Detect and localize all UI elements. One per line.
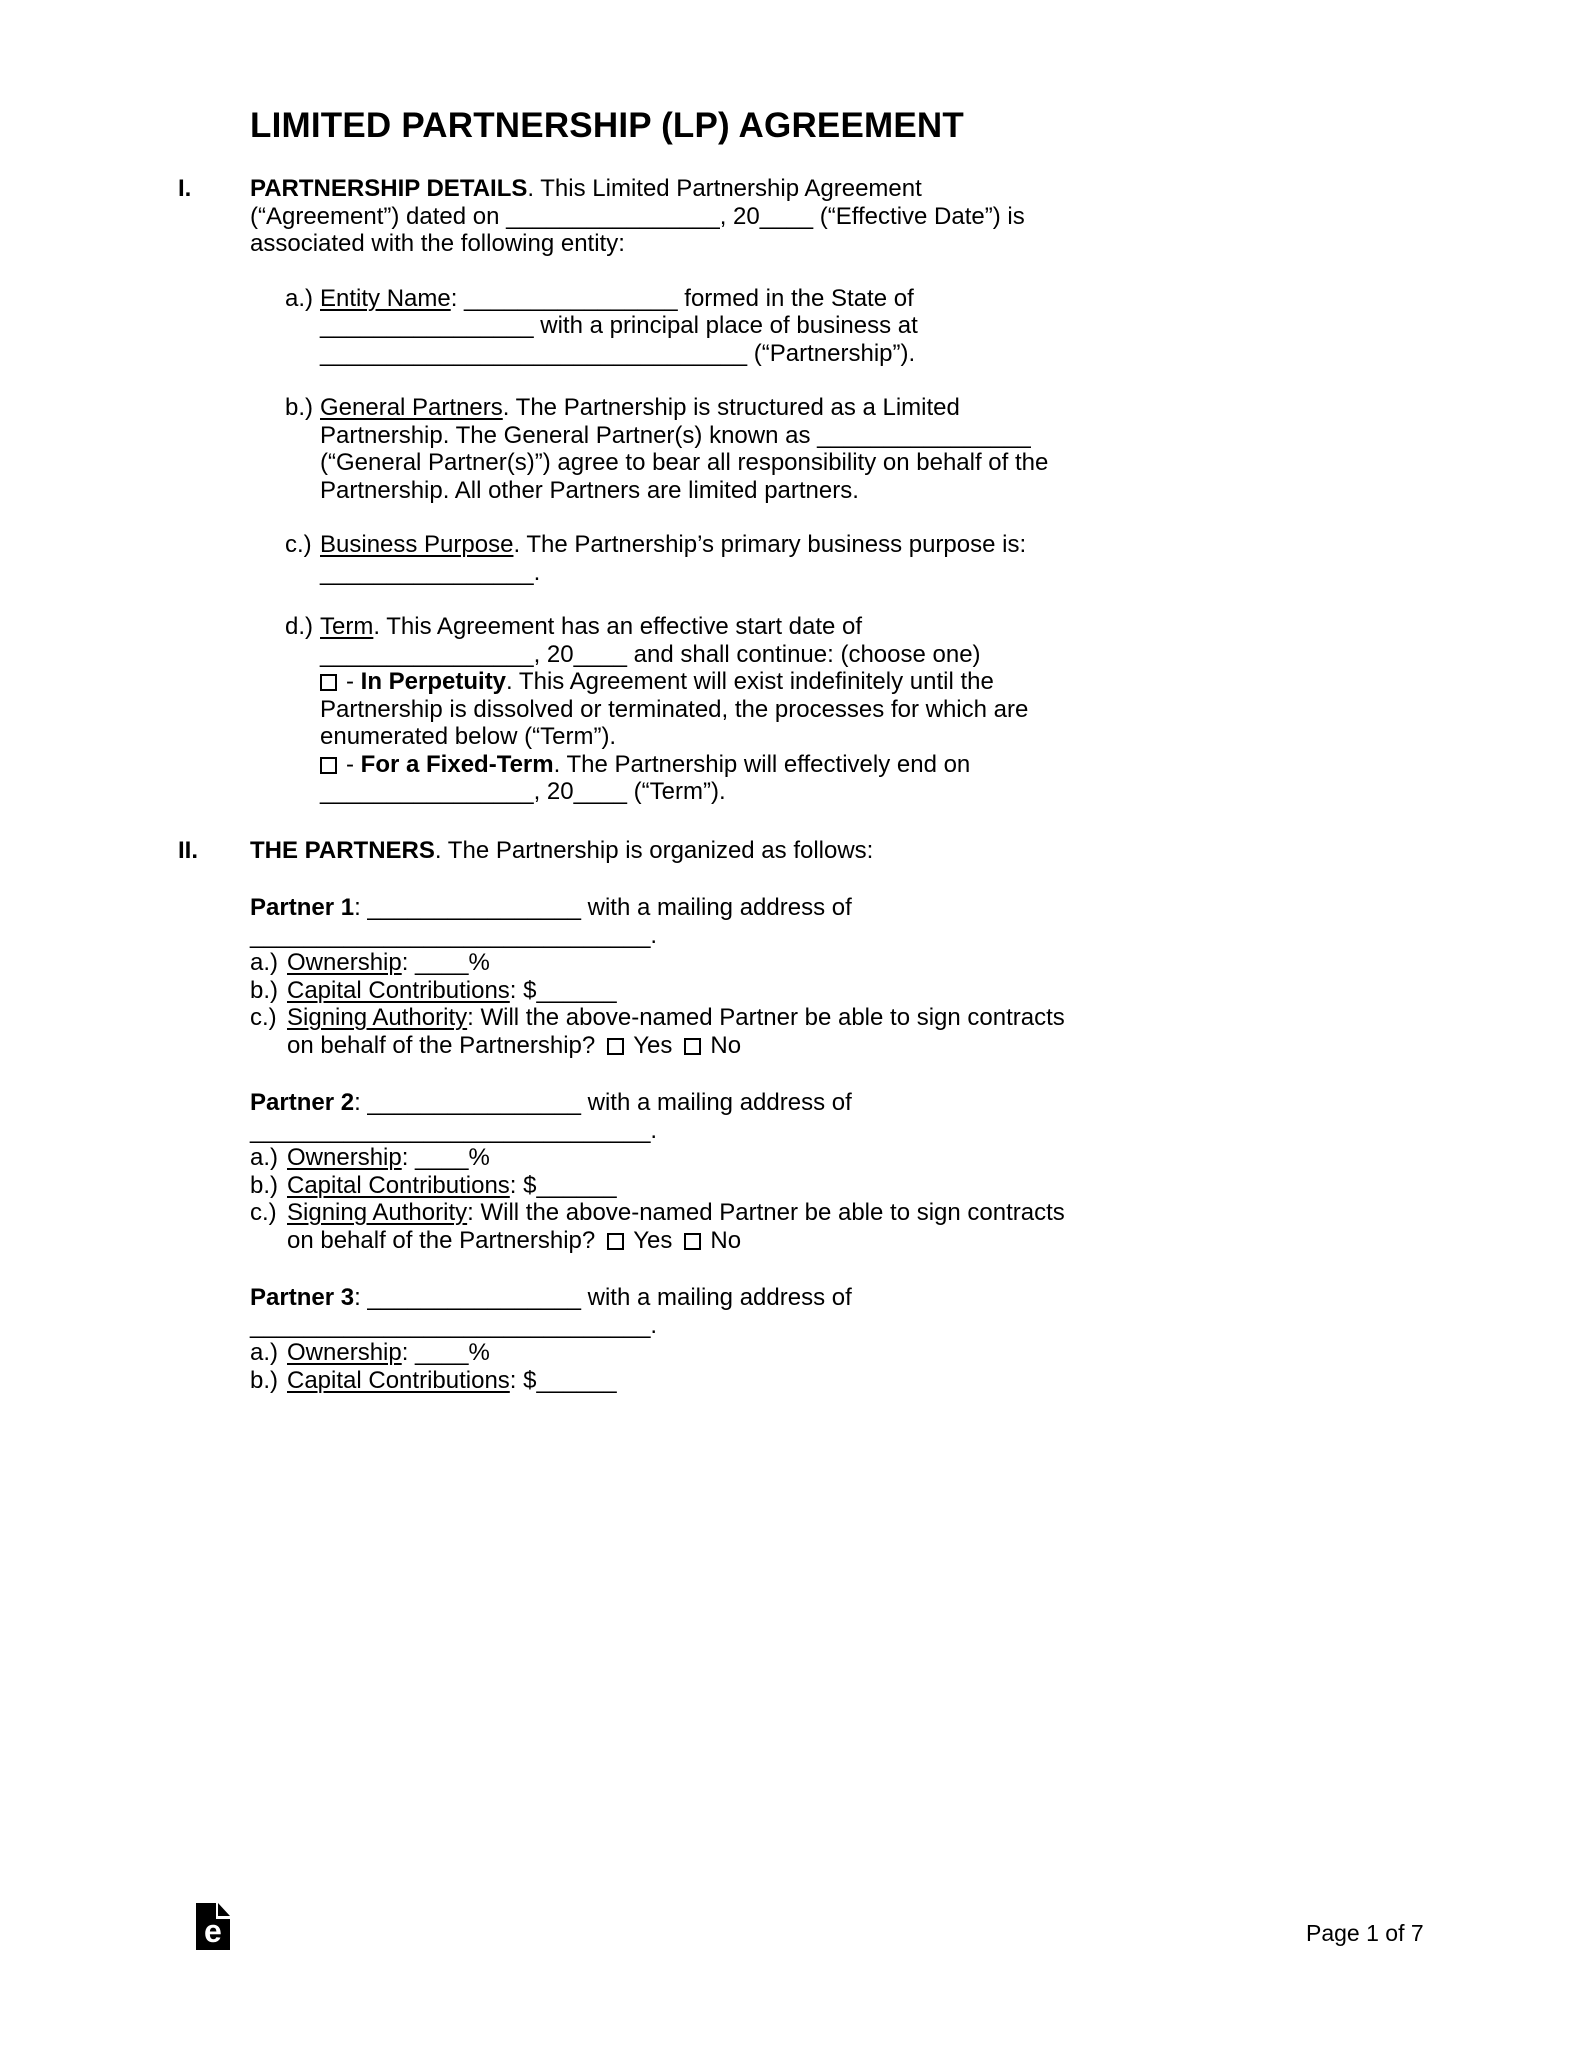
entity-name-label: Entity Name	[320, 284, 451, 312]
perpetuity-dash: -	[346, 668, 361, 695]
perpetuity-checkbox[interactable]	[320, 674, 337, 691]
item-d-number: d.)	[285, 613, 314, 640]
partner-2-capital	[250, 1172, 1583, 1200]
ownership-blank: : ____%	[401, 949, 490, 976]
partner-1-address-blank: ______________________________.	[250, 921, 658, 949]
signing-label: Signing Authority	[287, 1199, 468, 1226]
partner-3-label: Partner 3	[250, 1284, 355, 1311]
yes-label: Yes	[633, 1031, 673, 1059]
capital-label: Capital Contributions	[287, 1366, 510, 1394]
partner-3-b-number: b.)	[250, 1366, 279, 1394]
partner-3-block	[250, 1284, 1583, 1394]
partner-1-a-number: a.)	[250, 949, 279, 976]
item-b-number: b.)	[285, 394, 314, 421]
section-1-heading-line	[250, 175, 1583, 203]
term-label: Term	[320, 613, 374, 640]
term-fixed-line-2: ________________, 20____ (“Term”).	[320, 778, 726, 805]
capital-label: Capital Contributions	[287, 1171, 510, 1199]
fixed-term-checkbox[interactable]	[320, 757, 337, 774]
entity-name-rest: : ________________ formed in the State of	[450, 284, 914, 312]
ownership-blank: : ____%	[401, 1339, 490, 1366]
partner-3-address-blank: ______________________________.	[250, 1311, 658, 1339]
fixed-term-rest: . The Partnership will effectively end on	[553, 750, 971, 778]
partner-1-yes-checkbox[interactable]	[607, 1038, 624, 1055]
section-2-number: II.	[178, 836, 199, 864]
partner-1-signing-line-2	[287, 1032, 1583, 1060]
partner-2-ownership	[250, 1144, 1583, 1172]
business-purpose-label: Business Purpose	[320, 531, 514, 558]
item-a-number: a.)	[285, 284, 314, 312]
capital-blank: : $______	[509, 1366, 617, 1394]
section-2-heading: THE PARTNERS	[250, 836, 435, 864]
general-partners-label: General Partners	[320, 394, 503, 421]
partner-3-capital	[250, 1367, 1583, 1395]
item-business-purpose	[250, 531, 1583, 586]
section-2-heading-line	[250, 837, 1583, 865]
term-perpetuity-line	[320, 668, 1583, 696]
entity-name-line-3: ________________________________ (“Partnership”).	[320, 339, 916, 367]
partner-1-ownership	[250, 949, 1583, 977]
eforms-logo-icon	[196, 1903, 230, 1957]
partner-3-intro-rest: : ________________ with a mailing address of	[354, 1284, 852, 1311]
partner-1-signing	[250, 1004, 1583, 1059]
section-2-heading-rest: . The Partnership is organized as follows:	[434, 836, 874, 864]
logo-letter: e	[204, 1913, 222, 1949]
partner-2-label: Partner 2	[250, 1089, 355, 1116]
section-1-heading: PARTNERSHIP DETAILS	[250, 175, 528, 202]
signing-cont: on behalf of the Partnership?	[287, 1226, 596, 1254]
general-partners-line-4: Partnership. All other Partners are limited partners.	[320, 476, 859, 504]
partner-1-capital	[250, 977, 1583, 1005]
section-1-heading-rest: . This Limited Partnership Agreement	[527, 175, 922, 202]
partner-3-ownership	[250, 1339, 1583, 1367]
partner-1-label: Partner 1	[250, 894, 355, 921]
partner-1-c-number: c.)	[250, 1004, 277, 1031]
document-title: LIMITED PARTNERSHIP (LP) AGREEMENT	[250, 106, 964, 145]
partner-2-signing	[250, 1199, 1583, 1254]
partner-2-c-number: c.)	[250, 1199, 277, 1226]
term-line-1	[320, 613, 1583, 641]
ownership-label: Ownership	[287, 1339, 402, 1366]
signing-rest: : Will the above-named Partner be able to sign contracts	[467, 1199, 1065, 1226]
partner-2-address-blank: ______________________________.	[250, 1116, 658, 1144]
fixed-term-dash: -	[346, 750, 361, 778]
item-general-partners	[250, 394, 1583, 504]
business-purpose-blank: ________________.	[320, 558, 541, 586]
partner-1-b-number: b.)	[250, 976, 279, 1004]
ownership-label: Ownership	[287, 1144, 402, 1171]
section-1-line-3: associated with the following entity:	[250, 230, 625, 257]
perpetuity-rest: . This Agreement will exist indefinitely until the	[506, 668, 994, 695]
yes-label: Yes	[633, 1226, 673, 1254]
section-1-line-2: (“Agreement”) dated on ________________, 20____ (“Effective Date”) is	[250, 202, 1025, 230]
capital-label: Capital Contributions	[287, 976, 510, 1004]
no-label: No	[710, 1226, 742, 1254]
item-c-number: c.)	[285, 531, 312, 558]
partner-2-yes-checkbox[interactable]	[607, 1233, 624, 1250]
no-label: No	[710, 1031, 742, 1059]
business-purpose-rest: . The Partnership’s primary business purpose is:	[513, 531, 1027, 558]
term-perpetuity-line-2: Partnership is dissolved or terminated, the processes for which are	[320, 695, 1029, 723]
capital-blank: : $______	[509, 1171, 617, 1199]
item-term	[250, 613, 1583, 806]
signing-label: Signing Authority	[287, 1004, 468, 1031]
entity-name-line-2: ________________ with a principal place of business at	[320, 312, 918, 339]
general-partners-rest: . The Partnership is structured as a Limited	[502, 394, 960, 421]
ownership-label: Ownership	[287, 949, 402, 976]
partner-1-no-checkbox[interactable]	[684, 1038, 701, 1055]
partner-1-block	[250, 894, 1583, 1059]
partner-1-intro-rest: : ________________ with a mailing address of	[354, 894, 852, 921]
business-purpose-line-1	[320, 531, 1583, 559]
partner-1-intro	[250, 894, 1583, 922]
partner-2-b-number: b.)	[250, 1171, 279, 1199]
general-partners-line-2: Partnership. The General Partner(s) known as ________________	[320, 421, 1031, 449]
term-perpetuity-line-3: enumerated below (“Term”).	[320, 723, 617, 750]
partner-2-no-checkbox[interactable]	[684, 1233, 701, 1250]
section-partnership-details	[0, 175, 1583, 258]
partner-2-a-number: a.)	[250, 1144, 279, 1171]
partner-2-intro-rest: : ________________ with a mailing address of	[354, 1089, 852, 1116]
term-rest: . This Agreement has an effective start date of	[373, 613, 863, 640]
capital-blank: : $______	[509, 976, 617, 1004]
section-the-partners	[0, 837, 1583, 865]
entity-name-line-1	[320, 285, 1583, 313]
signing-cont: on behalf of the Partnership?	[287, 1031, 596, 1059]
partner-2-intro	[250, 1089, 1583, 1117]
partner-2-signing-line-2	[287, 1227, 1583, 1255]
signing-rest: : Will the above-named Partner be able to sign contracts	[467, 1004, 1065, 1031]
general-partners-line-1	[320, 394, 1583, 422]
partner-2-block	[250, 1089, 1583, 1254]
fixed-term-label: For a Fixed-Term	[360, 750, 554, 778]
term-line-2: ________________, 20____ and shall continue: (choose one)	[320, 640, 981, 668]
perpetuity-label: In Perpetuity	[360, 668, 507, 695]
partner-3-intro	[250, 1284, 1583, 1312]
term-fixed-line	[320, 751, 1583, 779]
partner-3-a-number: a.)	[250, 1339, 279, 1366]
section-1-number: I.	[178, 175, 192, 202]
item-entity-name	[250, 285, 1583, 368]
general-partners-line-3: (“General Partner(s)”) agree to bear all responsibility on behalf of the	[320, 449, 1049, 476]
document-body	[0, 175, 1583, 1394]
ownership-blank: : ____%	[401, 1144, 490, 1171]
page-number: Page 1 of 7	[1306, 1920, 1424, 1946]
